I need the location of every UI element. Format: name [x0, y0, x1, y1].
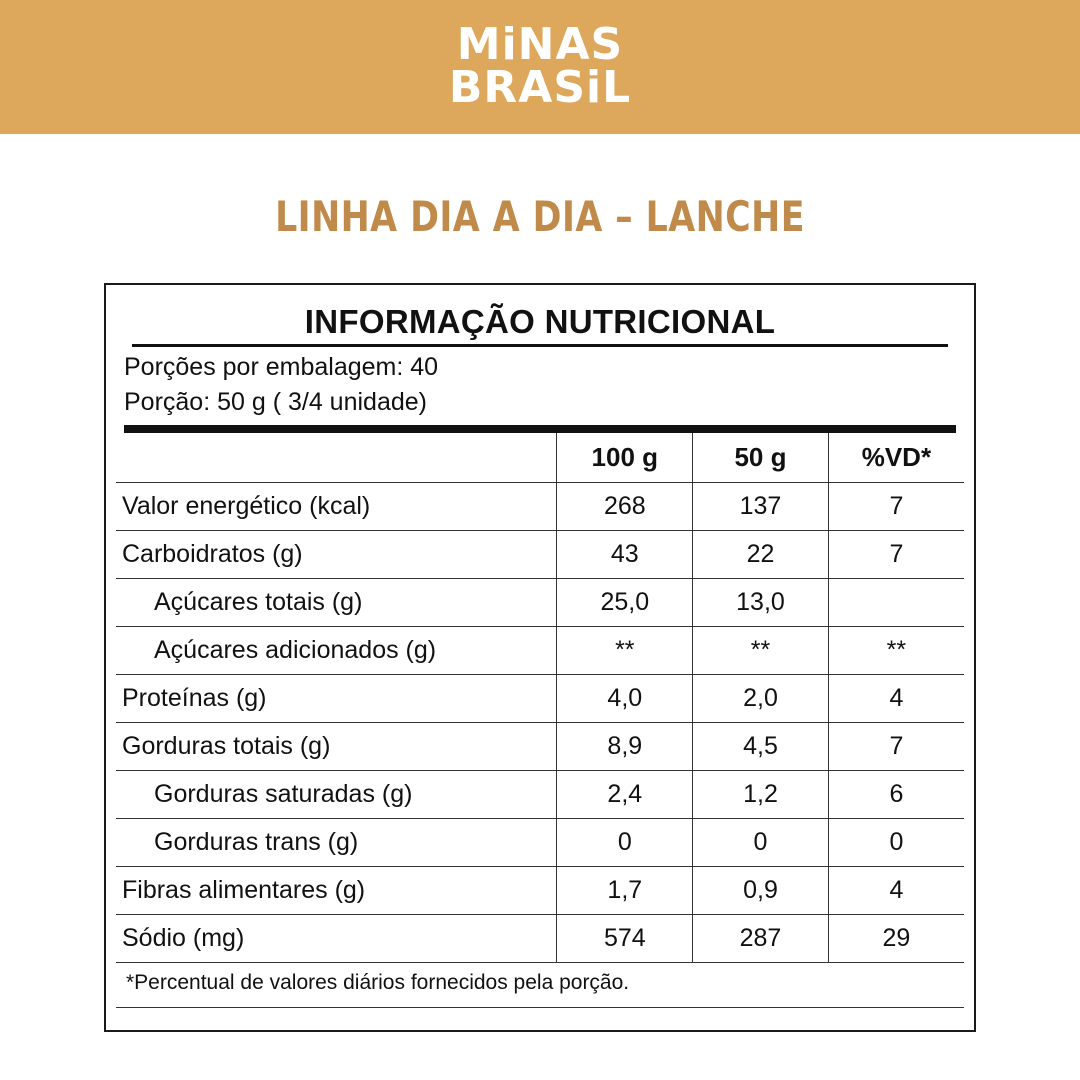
- nutrient-value-50g: 1,2: [693, 771, 829, 819]
- nutrient-value-vd: 4: [828, 675, 964, 723]
- column-header-nutrient: [116, 433, 557, 483]
- nutrient-value-vd: 0: [828, 819, 964, 867]
- nutrient-value-50g: 137: [693, 483, 829, 531]
- nutrient-name: Carboidratos (g): [116, 531, 557, 579]
- nutrient-name: Gorduras trans (g): [116, 819, 557, 867]
- nutrition-footnote: *Percentual de valores diários fornecidos pela porção.: [126, 971, 630, 994]
- nutrient-value-100g: 268: [557, 483, 693, 531]
- nutrient-value-50g: 287: [693, 915, 829, 963]
- column-header-100g: 100 g: [557, 433, 693, 483]
- nutrient-name: Gorduras saturadas (g): [116, 771, 557, 819]
- nutrient-value-vd: **: [828, 627, 964, 675]
- brand-header-band: [0, 0, 1080, 134]
- nutrient-name: Açúcares totais (g): [116, 579, 557, 627]
- nutrition-facts-panel: [104, 283, 976, 1032]
- table-row: [116, 483, 964, 531]
- nutrient-value-100g: 25,0: [557, 579, 693, 627]
- nutrient-value-vd: 29: [828, 915, 964, 963]
- heading-divider: [124, 425, 956, 433]
- nutrient-value-50g: 0,9: [693, 867, 829, 915]
- table-row: [116, 723, 964, 771]
- nutrient-value-vd: 4: [828, 867, 964, 915]
- table-row: [116, 675, 964, 723]
- nutrition-table: [116, 433, 964, 963]
- nutrient-name: Fibras alimentares (g): [116, 867, 557, 915]
- nutrient-value-100g: 0: [557, 819, 693, 867]
- table-row: [116, 579, 964, 627]
- table-row: [116, 771, 964, 819]
- nutrient-value-100g: 574: [557, 915, 693, 963]
- page-title: LINHA DIA A DIA – LANCHE: [275, 192, 805, 241]
- nutrient-name: Valor energético (kcal): [116, 483, 557, 531]
- nutrient-value-50g: 22: [693, 531, 829, 579]
- table-row: [116, 627, 964, 675]
- serving-size: Porção: 50 g ( 3/4 unidade): [124, 388, 427, 416]
- table-row: [116, 915, 964, 963]
- nutrient-value-50g: 4,5: [693, 723, 829, 771]
- table-row: [116, 531, 964, 579]
- nutrient-value-50g: 0: [693, 819, 829, 867]
- nutrient-name: Proteínas (g): [116, 675, 557, 723]
- table-header-row: [116, 433, 964, 483]
- nutrition-heading: INFORMAÇÃO NUTRICIONAL: [116, 295, 964, 347]
- brand-logo: [448, 19, 632, 113]
- nutrient-value-vd: 6: [828, 771, 964, 819]
- footnote-divider: [116, 1007, 964, 1024]
- column-header-vd: %VD*: [828, 433, 964, 483]
- column-header-50g: 50 g: [693, 433, 829, 483]
- nutrient-value-50g: **: [693, 627, 829, 675]
- nutrient-value-vd: 7: [828, 531, 964, 579]
- brand-name-line-2: BRASiL: [448, 62, 632, 113]
- nutrient-value-100g: 8,9: [557, 723, 693, 771]
- nutrient-value-100g: 2,4: [557, 771, 693, 819]
- brand-name-line-1: MiNAS: [456, 19, 624, 71]
- nutrient-name: Açúcares adicionados (g): [116, 627, 557, 675]
- nutrient-value-100g: 4,0: [557, 675, 693, 723]
- servings-per-package: Porções por embalagem: 40: [124, 353, 439, 381]
- nutrient-value-100g: 43: [557, 531, 693, 579]
- nutrient-value-vd: [828, 579, 964, 627]
- nutrient-value-50g: 13,0: [693, 579, 829, 627]
- nutrient-value-50g: 2,0: [693, 675, 829, 723]
- nutrient-value-vd: 7: [828, 723, 964, 771]
- nutrient-name: Sódio (mg): [116, 915, 557, 963]
- nutrient-value-100g: **: [557, 627, 693, 675]
- nutrient-value-100g: 1,7: [557, 867, 693, 915]
- table-row: [116, 867, 964, 915]
- table-row: [116, 819, 964, 867]
- nutrient-value-vd: 7: [828, 483, 964, 531]
- nutrient-name: Gorduras totais (g): [116, 723, 557, 771]
